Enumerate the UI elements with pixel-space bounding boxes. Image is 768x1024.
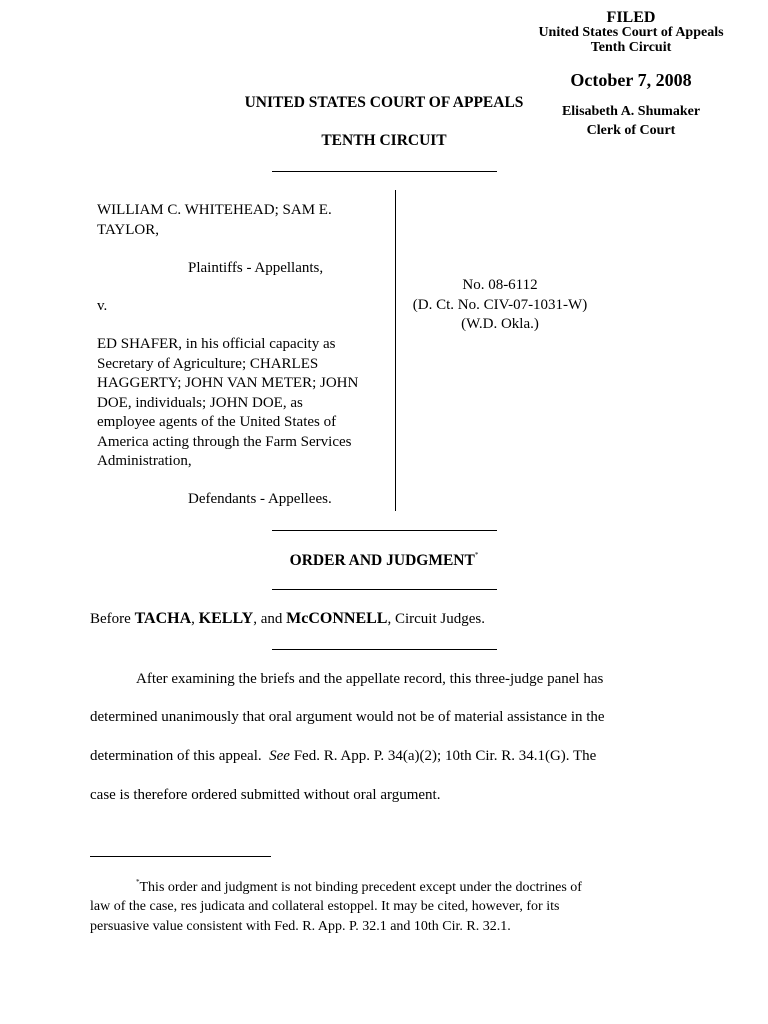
order-title [250, 551, 518, 570]
district-case-number: (D. Ct. No. CIV-07-1031-W) [412, 296, 588, 313]
panel-before: Before [90, 611, 131, 627]
defendants-line-6: America acting through the Farm Services [97, 433, 352, 450]
footnote-mark: * [136, 878, 140, 886]
clerk-title: Clerk of Court [586, 123, 676, 138]
case-number: No. 08-6112 [462, 277, 538, 293]
panel-sep-2: , and [253, 611, 283, 627]
footnote-line-2: law of the case, res judicata and collateral estoppel. It may be cited, however, for its [90, 899, 560, 915]
court-title: UNITED STATES COURT OF APPEALS [244, 94, 524, 111]
body-line-3a: determination of this appeal. [90, 748, 262, 764]
defendants-line-2: Secretary of Agriculture; CHARLES [97, 355, 319, 372]
footnote-line-1 [90, 873, 670, 897]
plaintiffs-line-2: TAYLOR, [97, 221, 159, 238]
panel-line [90, 610, 485, 628]
clerk-name: Elisabeth A. Shumaker [561, 104, 701, 119]
footnote-line-1-text: This order and judgment is not binding precedent except under the doctrines of [139, 880, 582, 895]
body-line-2: determined unanimously that oral argument would not be of material assistance in the [90, 709, 605, 725]
panel-rule [272, 649, 497, 650]
filed-stamp-court [520, 25, 742, 55]
plaintiffs-line-1: WILLIAM C. WHITEHEAD; SAM E. [97, 202, 332, 218]
plaintiffs-names [97, 201, 397, 240]
judge-kelly: KELLY [198, 610, 254, 627]
filed-stamp-date: October 7, 2008 [570, 70, 692, 90]
panel-suffix: , Circuit Judges. [387, 611, 485, 627]
judge-mcconnell: McCONNELL [286, 610, 388, 627]
district-court: (W.D. Okla.) [461, 316, 539, 332]
defendants-role: Defendants - Appellees. [188, 491, 332, 507]
filed-stamp-label: FILED [606, 9, 656, 26]
footnote-rule [90, 856, 271, 857]
filed-stamp-court-line1: United States Court of Appeals [538, 25, 724, 40]
footnote [90, 873, 670, 936]
filed-stamp-court-line2: Tenth Circuit [590, 40, 672, 55]
order-footnote-mark: * [474, 551, 479, 559]
judge-tacha: TACHA [134, 610, 192, 627]
versus: v. [97, 298, 108, 314]
defendants-line-7: Administration, [97, 453, 192, 469]
see-signal: See [269, 748, 290, 764]
defendants-names [97, 335, 395, 472]
defendants-line-3: HAGGERTY; JOHN VAN METER; JOHN [97, 375, 359, 391]
defendants-line-5: employee agents of the United States of [97, 414, 337, 430]
circuit-title: TENTH CIRCUIT [321, 132, 447, 149]
panel-sep-1: , [191, 611, 195, 627]
body-line-3 [90, 748, 596, 765]
body-line-1: After examining the briefs and the appellate record, this three-judge panel has [136, 671, 604, 687]
body-line-4: case is therefore ordered submitted without oral argument. [90, 787, 441, 803]
defendants-line-1: ED SHAFER, in his official capacity as [97, 336, 336, 352]
defendants-line-4: DOE, individuals; JOHN DOE, as [97, 394, 303, 411]
order-rule-bottom [272, 589, 497, 590]
order-rule-top [272, 530, 497, 531]
caption-divider [395, 190, 396, 511]
case-numbers [410, 276, 590, 335]
footnote-line-3: persuasive value consistent with Fed. R. App. P. 32.1 and 10th Cir. R. 32.1. [90, 918, 511, 934]
body-line-3b: Fed. R. App. P. 34(a)(2); 10th Cir. R. 34.1(G). The [293, 748, 597, 764]
heading-rule [272, 171, 497, 172]
order-title-text: ORDER AND JUDGMENT [289, 552, 475, 569]
plaintiffs-role: Plaintiffs - Appellants, [188, 260, 324, 276]
